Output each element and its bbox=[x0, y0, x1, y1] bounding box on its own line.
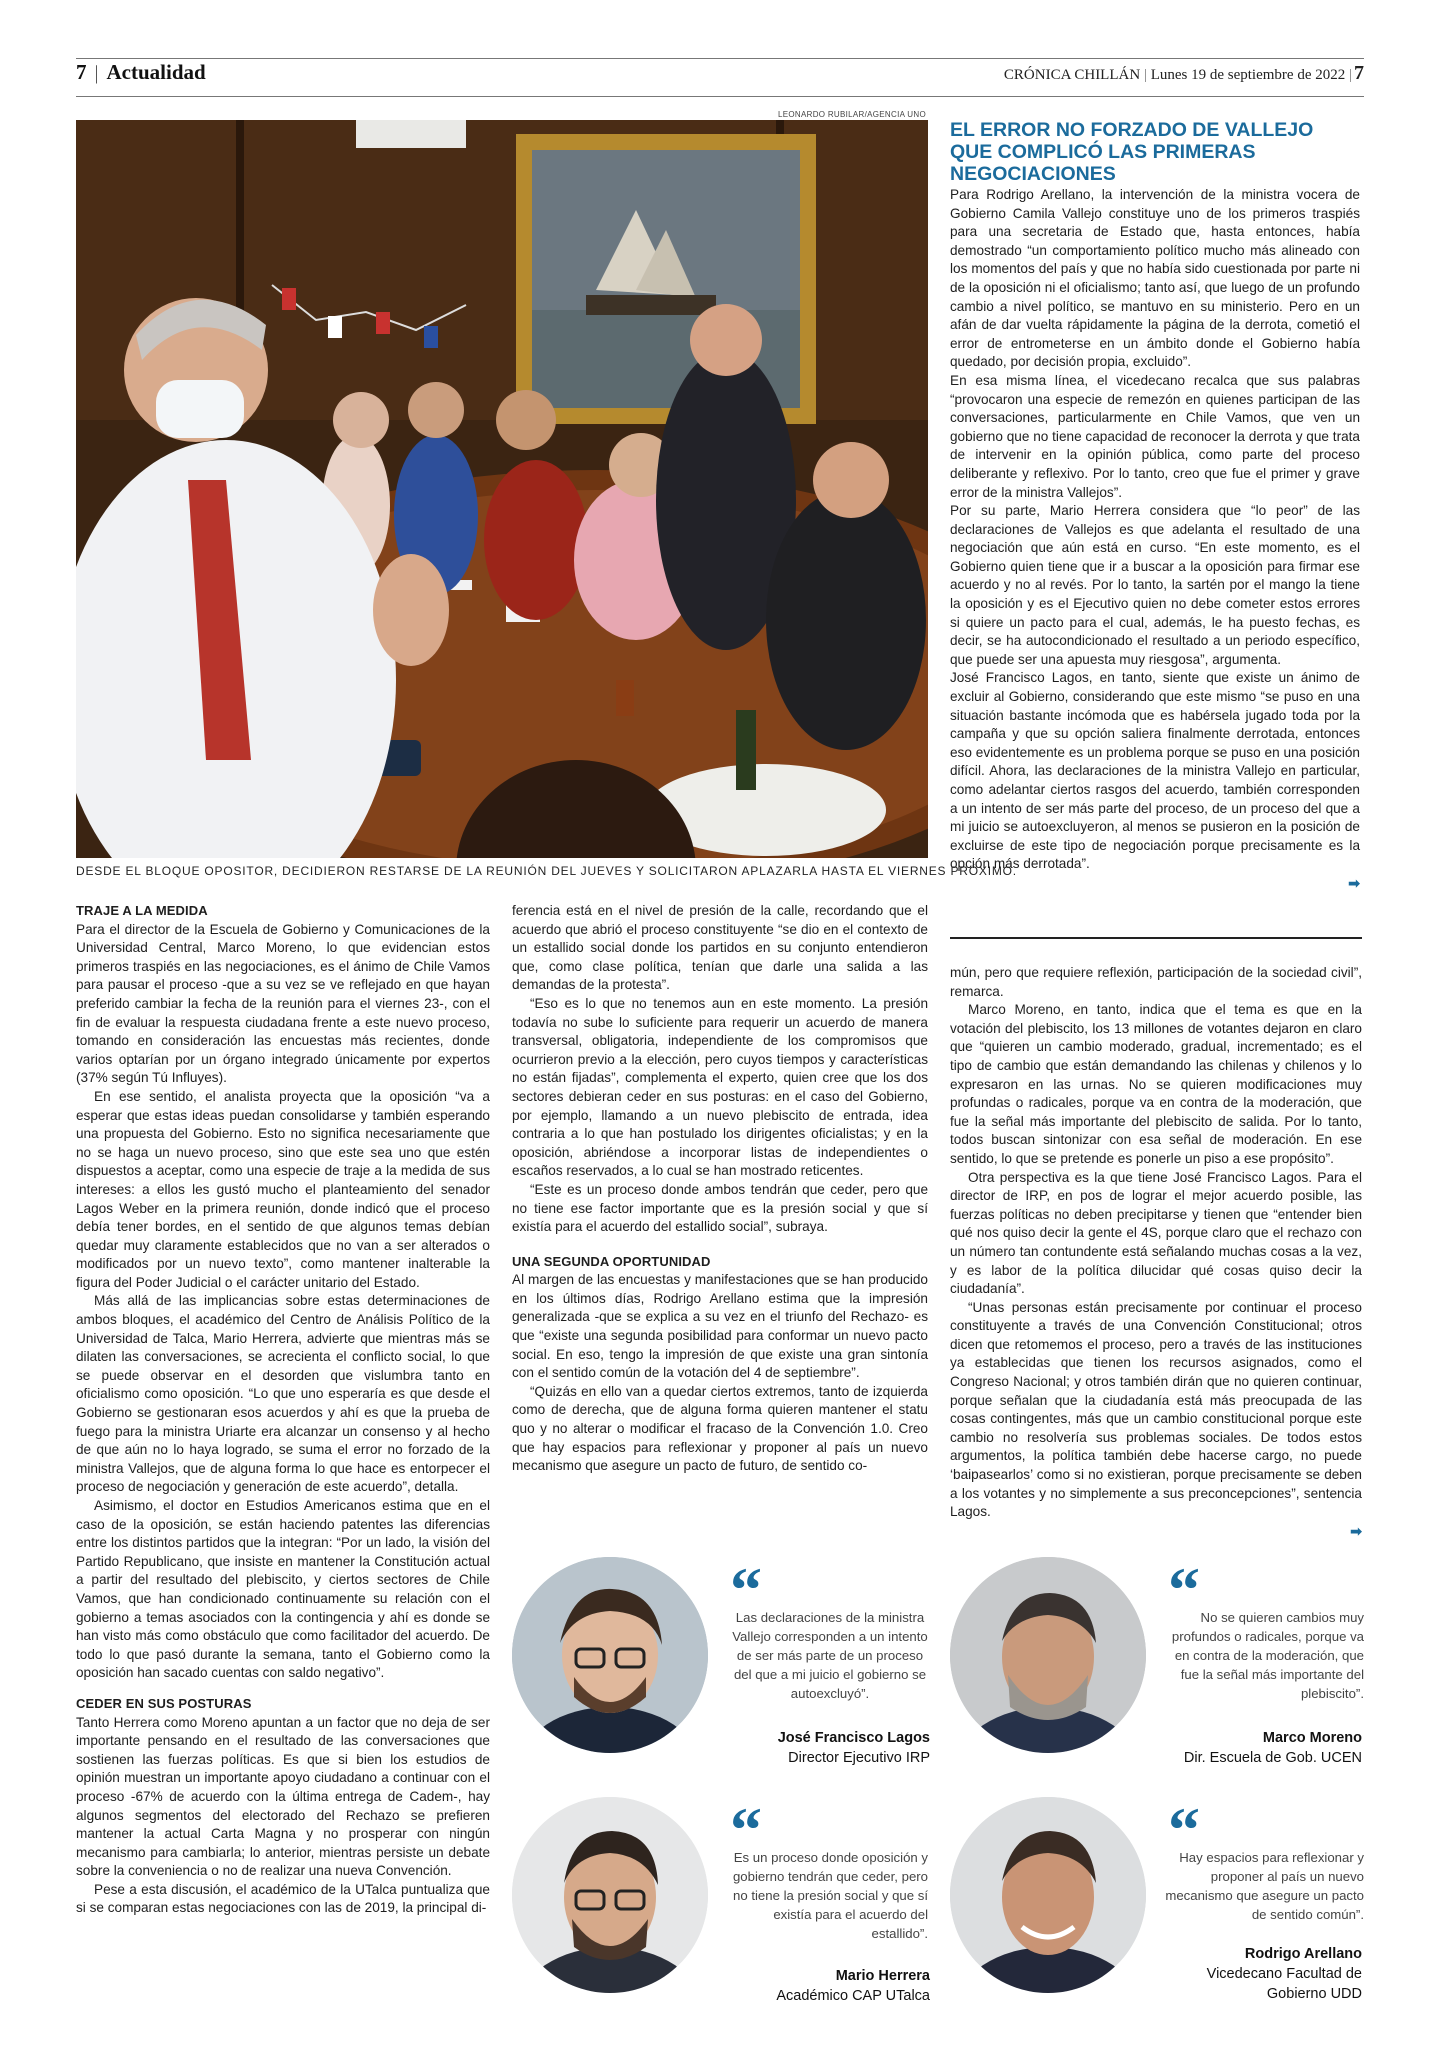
article-paragraph: “Este es un proceso donde ambos tendrán que ceder, pero que no tiene ese factor importante que es la presión social y que sí existía para el acuerdo del estallido social”, subraya. bbox=[512, 1181, 928, 1235]
article-paragraph: “Quizás en ello van a quedar ciertos extremos, tanto de izquierda como de derecha, que de alguna forma quieren mantener el statu quo y no alterar o modificar el fracaso de la Convención 1.0. Creo que hay espacios para reflexionar y proponer al país un nuevo mecanismo que asegure un pacto de futuro, de sentido co- bbox=[512, 1383, 928, 1474]
sidebar-paragraph: En esa misma línea, el vicedecano recalca que sus palabras “provocaron una especie de remezón en quienes participan de las conversaciones, particularmente en Chile Vamos, que ven un gobierno que no tiene capacidad de reconocer la derrota y que trata de intervenir en la opinión pública, como parte del proceso deliberante y reflexivo. Por lo tanto, creo que fue el primer y grave error de la ministra Vallejos”. bbox=[950, 372, 1360, 500]
article-paragraph: “Unas personas están precisamente por continuar el proceso constituyente a través de una Convención Constitucional; otros dicen que retomemos el proceso, pero a través de las instituciones ya establecidas que tienen los recursos asignados, como el Congreso Nacional; y otros también dirán que no quieren continuar, porque señalan que la ciudadanía está más preocupada de las cosas contingentes, más que un cambio constitucional porque este cambio no resolvería sus problemas sociales. De todos estos argumentos, la política también debe hacerse cargo, no puede ‘baipasearlos’ como si no existieran, porque precisamente se deben a los votantes y no simplemente a sus preconcepciones”, sentencia Lagos. bbox=[950, 1299, 1362, 1520]
portrait-herrera-icon bbox=[512, 1797, 708, 1993]
article-paragraph: mún, pero que requiere reflexión, participación de la sociedad civil”, remarca. bbox=[950, 965, 1362, 999]
quote-mark-icon: “ bbox=[730, 1554, 762, 1625]
article-paragraph: Asimismo, el doctor en Estudios Americanos estima que en el caso de la oposición, se están haciendo patentes las diferencias entre los distintos partidos que la integran: “Por un lado, la visión del Partido Republicano, que insiste en mantener la Constitución actual a partir del resultado del plebiscito, y ciertos sectores de Chile Vamos, que han condicionado continuamente su relación con el gobierno a temas asociados con la contingencia y ahí es donde se han visto más como obstáculo que como facilitador del acuerdo. De todo lo que pasó durante la semana, tanto el Gobierno como la oposición han sacado cuentas con saldo negativo”. bbox=[76, 1498, 490, 1681]
article-column-1 bbox=[76, 902, 490, 1918]
sidebar-paragraph: Para Rodrigo Arellano, la intervención de la ministra vocera de Gobierno Camila Vallejo constituye uno de los primeros traspiés para una secretaria de Estado que, hasta entonces, había demostrado “un comportamiento político mucho más alineado con los momentos del país y que no había sido cuestionada por parte ni de la oposición ni el oficialismo; tanto así, que luego de un profundo cambio a nivel político, se mantuvo en su ministerio. Pero en un afán de dar vuelta rápidamente la página de la derrota, cometió el error de entrometerse en un ámbito donde el Gobierno había quedado, por decisión propia, excluido”. bbox=[950, 187, 1360, 370]
photo-credit: LEONARDO RUBILAR/AGENCIA UNO bbox=[778, 110, 926, 119]
article-paragraph: Al margen de las encuestas y manifestaciones que se han producido en los últimos días, Rodrigo Arellano estima que la impresión generalizada -que se explica a su vez en el triunfo del Rechazo- es que “existe una segunda posibilidad para conformar un nuevo pacto social. En eso, tengo la impresión de que existe una gran sintonía con el sentido común de la votación del 4 de septiembre”. bbox=[512, 1272, 928, 1381]
article-paragraph: “Eso es lo que no tenemos aun en este momento. La presión todavía no sube lo suficiente para requerir un acuerdo de manera transversal, obligatoria, independiente de los compromisos que ocurrieron previo a la elección, pero cuyos tiempos y características no están fijadas”, complementa el experto, quien cree que los dos sectores debieran ceder en sus posturas: en el caso del Gobierno, por ejemplo, llamando a un nuevo plebiscito de entrada, idea contraria a lo que han postulado los dirigentes oficialistas; y en la oposición, abriéndose a incorporar listas de independientes o escaños reservados, a lo cual se han mostrado reticentes. bbox=[512, 995, 928, 1179]
article-paragraph: Más allá de las implicancias sobre estas determinaciones de ambos bloques, el académico del Centro de Análisis Político de la Universidad de Talca, Mario Herrera, advierte que mientras más se dilaten las conversaciones, se acrecienta el conflicto social, lo que se puede observar en el desorden que vislumbra tanto en oficialismo como oposición. “Lo que uno esperaría es que desde el Gobierno se gestionaran esos acuerdos y ahí es que la prueba de fuego para la ministra Uriarte era alcanzar un consenso y al hecho de que aún no lo haya logrado, se suma el error no forzado de la ministra Vallejos, que de alguna forma lo que hace es entorpecer el proceso de negociación y generación de este acuerdo”, detalla. bbox=[76, 1293, 490, 1495]
quote-text-moreno: No se quieren cambios muy profundos o radicales, porque va en contra de la moderación, que fue la señal más importante del plebiscito”. bbox=[1171, 1610, 1364, 1701]
article-paragraph: Otra perspectiva es la que tiene José Francisco Lagos. Para el director de IRP, en pos de lograr el mejor acuerdo posible, las fuerzas políticas no deben precipitarse y tienen que “entender bien qué nos quiso decir la gente el 4S, porque claro que el rechazo con un número tan contundente está señalando muchas cosas a la vez, y es labor de la política dilucidar qué cosas quiso decir la ciudadanía”. bbox=[950, 1169, 1362, 1297]
section-title: Actualidad bbox=[106, 60, 206, 84]
page-header-left: 7 | Actualidad bbox=[76, 60, 206, 84]
sidebar-paragraph: José Francisco Lagos, en tanto, siente que existe un ánimo de excluir al Gobierno, considerando que este mismo “se puso en una situación bastante incómoda que es habérsela jugado toda por la campaña y que su opción saliera finalmente derrotada, entonces eso evidentemente es un problema porque se puso en una posición difícil. Ahora, las declaraciones de la ministra Vallejo en particular, como adelantar ciertos rasgos del acuerdo, también corresponden a un intento de ser más parte del proceso, de un proceso del que a mi juicio se autoexcluyeron, al menos se pusieron en la posición de excluirse de este tipo de negociación porque precisamente es la opción más derrotada”. bbox=[950, 670, 1360, 872]
meeting-photo bbox=[76, 120, 928, 858]
sidebar-title: EL ERROR NO FORZADO DE VALLEJO QUE COMPLICÓ LAS PRIMERAS NEGOCIACIONES bbox=[950, 119, 1314, 185]
article-paragraph: Para el director de la Escuela de Gobierno y Comunicaciones de la Universidad Central, Marco Moreno, lo que evidencian estos primeros traspiés en las negociaciones, es el ánimo de Chile Vamos para pausar el proceso -que a su vez se ve reflejado en que hayan preferido cambiar la fecha de la reunión para el viernes 23-, con el fin de evaluar la respuesta ciudadana frente a este nuevo proceso, tomando en consideración las encuestas más recientes, donde varios optarían por un órgano integrado únicamente por expertos (37% según Tú Influyes). bbox=[76, 921, 490, 1086]
article-paragraph: Pese a esta discusión, el académico de la UTalca puntualiza que si se comparan estas negociaciones con las de 2019, la principal di- bbox=[76, 1881, 490, 1916]
continue-arrow-icon: ➡ bbox=[1348, 874, 1360, 891]
quote-role-moreno: Dir. Escuela de Gob. UCEN bbox=[1183, 1750, 1362, 1766]
portrait-moreno-icon bbox=[950, 1557, 1146, 1753]
quote-name-moreno: Marco Moreno bbox=[1262, 1730, 1362, 1746]
subheading-segunda: UNA SEGUNDA OPORTUNIDAD bbox=[512, 1253, 711, 1269]
portrait-lagos-icon bbox=[512, 1557, 708, 1753]
quote-role-arellano-line1: Vicedecano Facultad de bbox=[1206, 1966, 1362, 1982]
quote-role-herrera: Académico CAP UTalca bbox=[776, 1988, 930, 2004]
issue-date: Lunes 19 de septiembre de 2022 bbox=[1150, 67, 1346, 83]
article-column-2 bbox=[512, 902, 928, 1476]
header-bottom-rule bbox=[76, 96, 1364, 97]
article-paragraph: Tanto Herrera como Moreno apuntan a un factor que no deja de ser importante pensando en el resultado de las conversaciones que sostienen las fuerzas políticas. Es que si bien los estudios de opinión muestran un importante apoyo ciudadano a continuar con el proceso -67% de acuerdo con la última entrega de Cadem-, hay algunos segmentos del electorado del Rechazo se prefieren mantener la actual Carta Magna y no prosperar con ningún mecanismo para cambiarla; lo anterior, mientras persiste un debate sobre la conveniencia o no de realizar una nueva Convención. bbox=[76, 1714, 490, 1879]
avatar-marco-moreno bbox=[950, 1557, 1146, 1753]
quote-role-arellano-line2: Gobierno UDD bbox=[1266, 1986, 1362, 2002]
header-top-rule bbox=[76, 58, 1364, 59]
quote-text-herrera: Es un proceso donde oposición y gobierno tendrán que ceder, pero no tiene la presión social y que sí existía para el acuerdo del estallido”. bbox=[732, 1850, 928, 1941]
article-paragraph: ferencia está en el nivel de presión de la calle, recordando que el acuerdo que abrió el proceso constituyente “se dio en el contexto de un estallido social donde los partidos en su conjunto entendieron que, como clase política, tenían que darle una salida a las demandas de la protesta”. bbox=[512, 903, 928, 993]
photo-caption: DESDE EL BLOQUE OPOSITOR, DECIDIERON RESTARSE DE LA REUNIÓN DEL JUEVES Y SOLICITARON APLAZARLA HASTA EL VIERNES PRÓXIMO. bbox=[76, 864, 1017, 878]
sidebar-body bbox=[950, 186, 1360, 894]
page-header-right: CRÓNICA CHILLÁN | Lunes 19 de septiembre de 2022 | 7 bbox=[1003, 62, 1364, 84]
newspaper-name: CRÓNICA CHILLÁN bbox=[1003, 67, 1141, 83]
avatar-rodrigo-arellano bbox=[950, 1797, 1146, 1993]
page-number-right: 7 bbox=[1354, 62, 1364, 84]
quote-text-lagos: Las declaraciones de la ministra Vallejo corresponden a un intento de ser más parte de un proceso del que a mi juicio el gobierno se autoexcluyó”. bbox=[732, 1610, 928, 1701]
quote-role-lagos: Director Ejecutivo IRP bbox=[788, 1750, 930, 1766]
quote-name-lagos: José Francisco Lagos bbox=[777, 1730, 930, 1746]
quote-name-herrera: Mario Herrera bbox=[835, 1968, 930, 1984]
article-paragraph: En ese sentido, el analista proyecta que la oposición “va a esperar que estas ideas puedan consolidarse y también esperando una propuesta del Gobierno. Esto no significa necesariamente que no se haga un nuevo proceso, sino que este sea uno que estén dispuestos a aceptar, como una especie de traje a la medida de sus intereses: a ellos les gustó mucho el planteamiento del senador Lagos Weber en la primera reunión, donde indicó que el proceso debía tener bordes, en el sentido de que algunos temas debían quedar muy claramente establecidos que no van a ser alterados o modificados por un nuevo texto”, como mantener inalterable la figura del Poder Judicial o el carácter unitario del Estado. bbox=[76, 1088, 490, 1290]
subheading-ceder: CEDER EN SUS POSTURAS bbox=[76, 1695, 252, 1711]
avatar-mario-herrera bbox=[512, 1797, 708, 1993]
quote-name-arellano: Rodrigo Arellano bbox=[1244, 1946, 1362, 1962]
subheading-traje: TRAJE A LA MEDIDA bbox=[76, 903, 208, 918]
quote-mark-icon: “ bbox=[730, 1794, 762, 1865]
continue-arrow-icon: ➡ bbox=[1350, 1522, 1362, 1539]
avatar-jose-francisco-lagos bbox=[512, 1557, 708, 1753]
quote-mark-icon: “ bbox=[1168, 1554, 1200, 1625]
meeting-photo-illustration bbox=[76, 120, 928, 858]
article-paragraph: Marco Moreno, en tanto, indica que el tema es que en la votación del plebiscito, los 13 millones de votantes dejaron en claro que “quieren un cambio moderado, gradual, incrementado; es el tipo de cambio que están demandando las chilenas y chilenos y lo expresaron en las urnas. No se quieren modificaciones muy profundas o radicales, porque va en contra de la moderación, que fue la señal más importante del plebiscito de salida. Por lo tanto, todos buscan sintonizar con esa señal de moderación. En ese sentido, lo que se pretende es ponerle un piso a ese propósito”. bbox=[950, 1002, 1362, 1166]
portrait-arellano-icon bbox=[950, 1797, 1146, 1993]
sidebar-bottom-rule bbox=[950, 937, 1362, 939]
quote-mark-icon: “ bbox=[1168, 1794, 1200, 1865]
page-number-left: 7 bbox=[76, 60, 87, 84]
quote-text-arellano: Hay espacios para reflexionar y proponer al país un nuevo mecanismo que asegure un pacto de sentido común”. bbox=[1165, 1850, 1364, 1922]
sidebar-paragraph: Por su parte, Mario Herrera considera que “lo peor” de las declaraciones de Vallejos es que adelanta el resultado de una negociación que aún está en curso. “En este momento, es el Gobierno quien tiene que ir a buscar a la oposición para firmar ese acuerdo y no al revés. Por lo tanto, la sartén por el mango la tiene la oposición y es el Ejecutivo quien no debe cometer estos errores si quiere un pacto para el cual, además, le ha puesto fechas, es decir, se ha autocondicionado el resultado a un periodo específico, que puede ser una apuesta muy riesgosa”, argumenta. bbox=[950, 503, 1360, 667]
article-column-3 bbox=[950, 964, 1362, 1541]
